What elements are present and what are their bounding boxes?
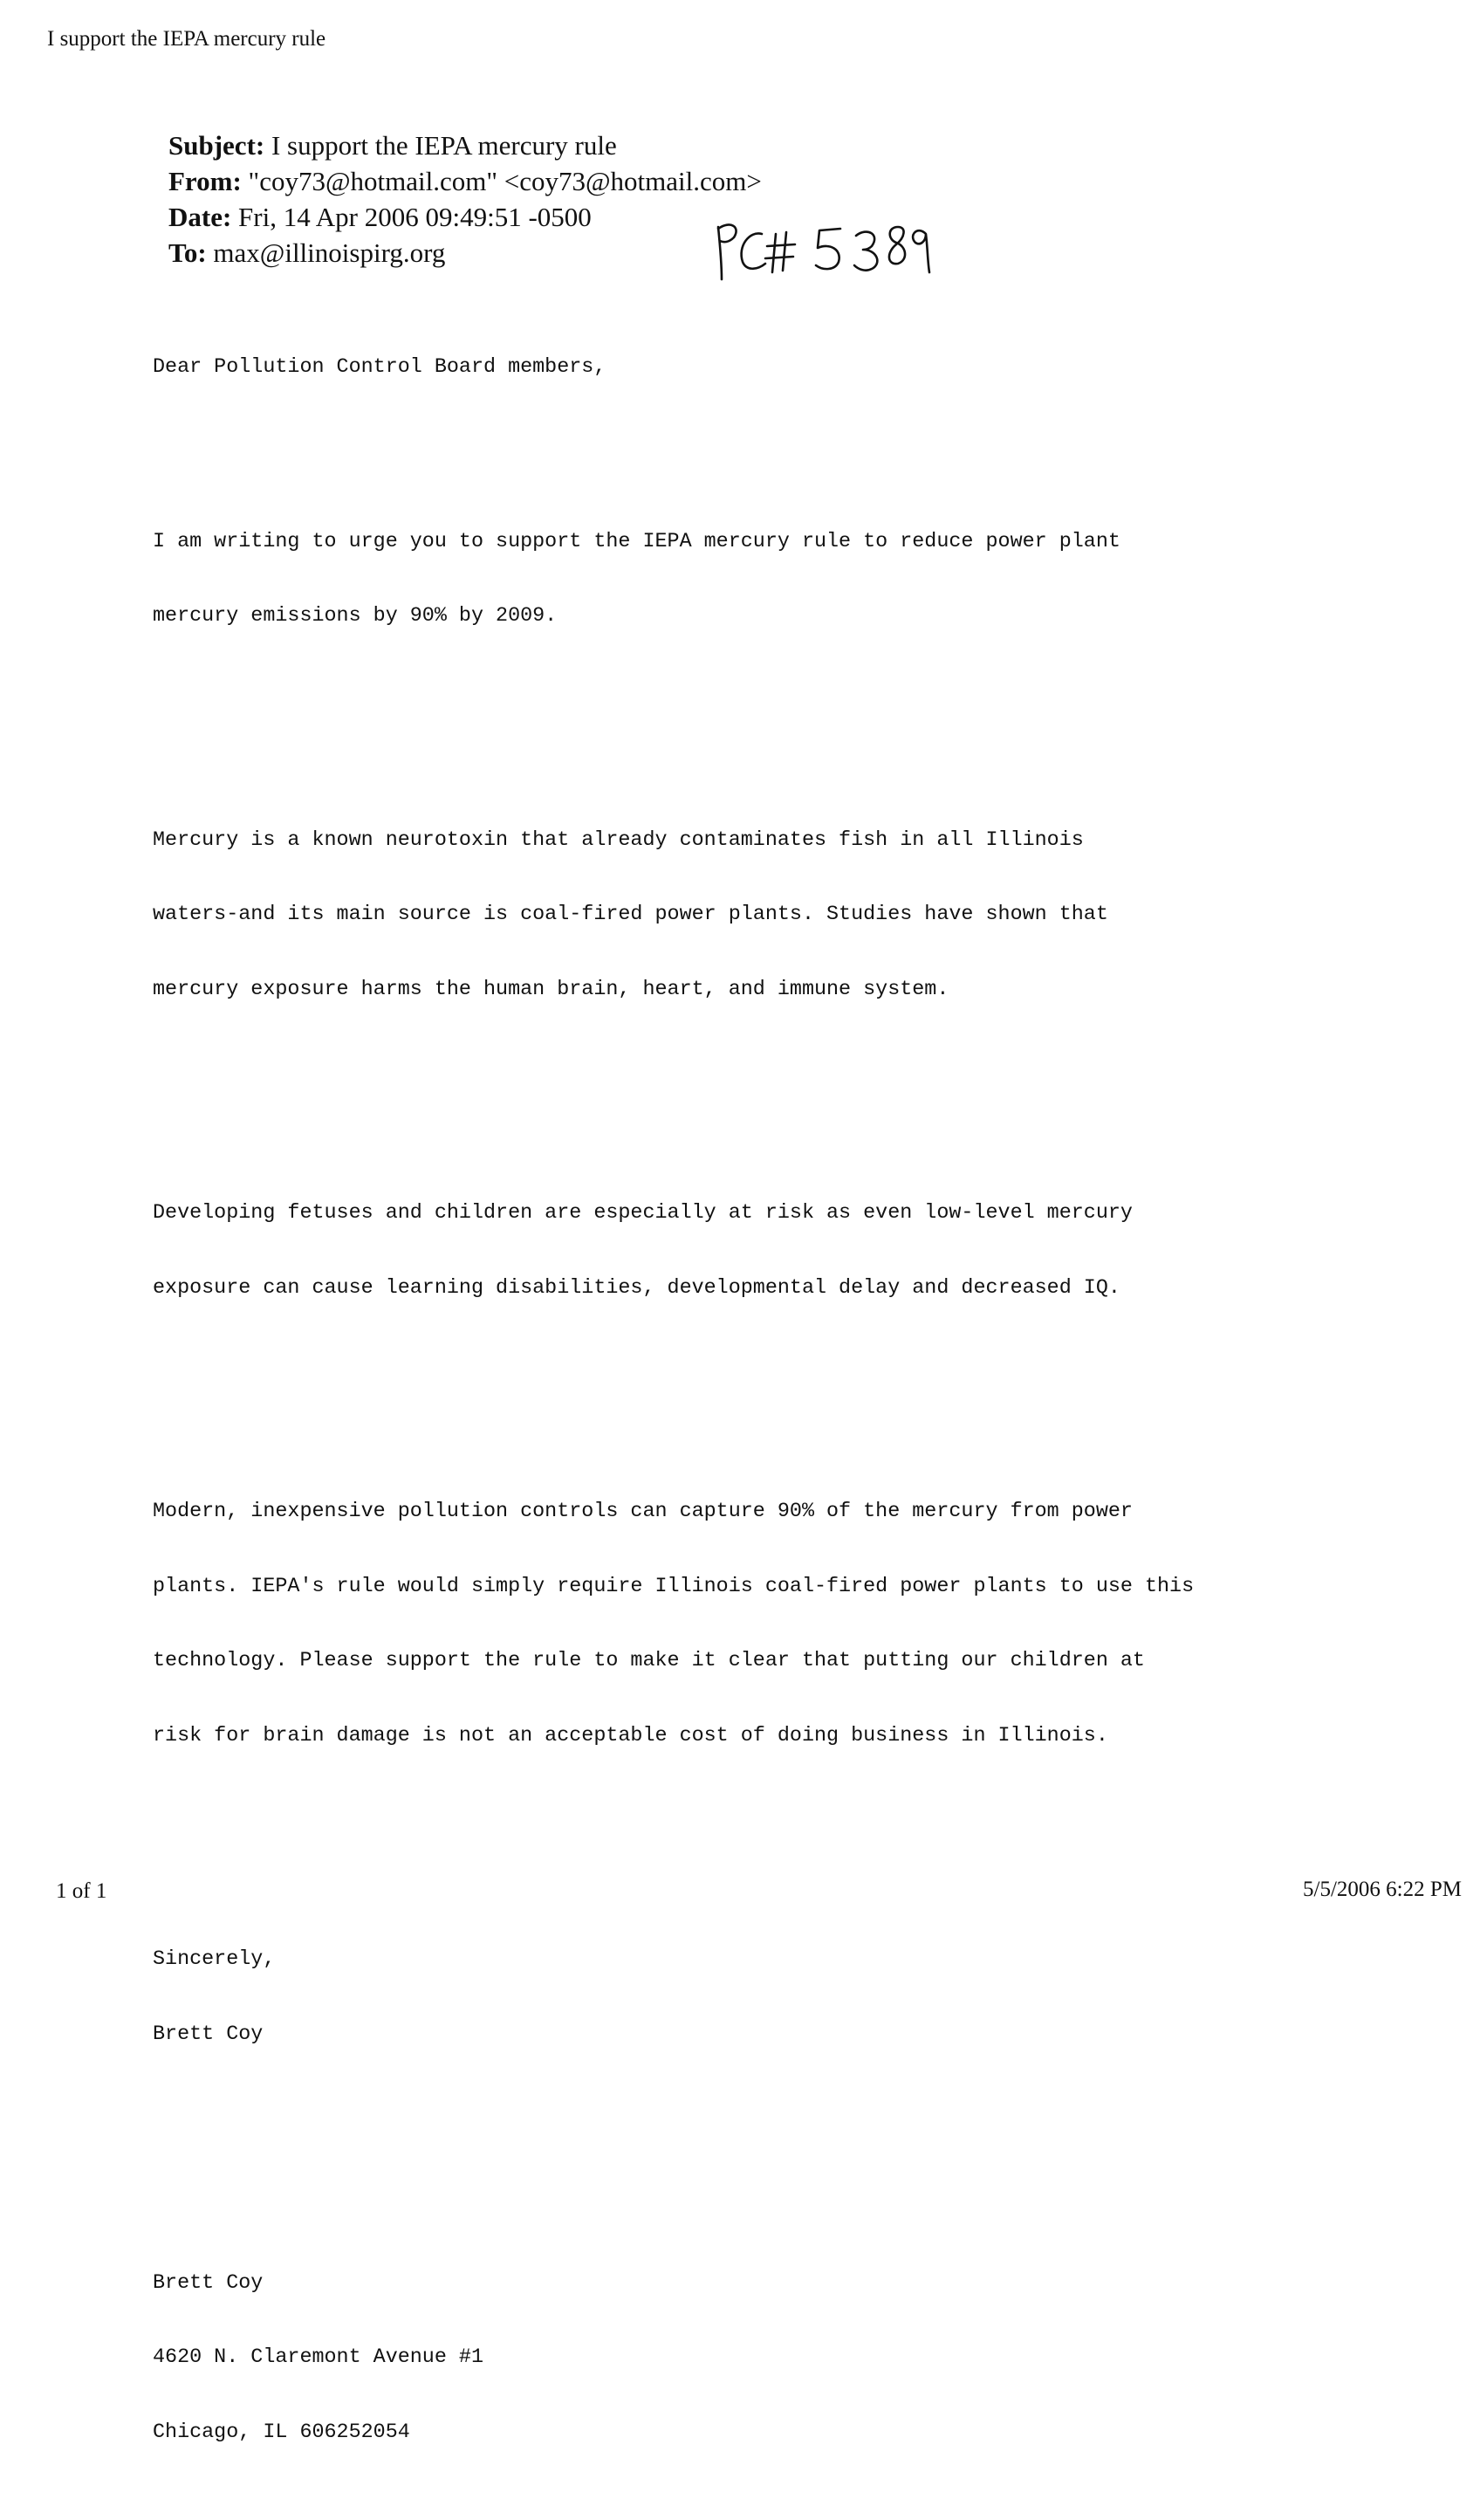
address-block	[153, 2221, 1444, 2496]
paragraph-line: Developing fetuses and children are especially at risk as even low-level mercury	[153, 1202, 1133, 1225]
paragraph-2	[153, 779, 1444, 1053]
handwritten-pc-stamp	[711, 215, 938, 285]
address-line: Brett Coy	[153, 2271, 264, 2295]
paragraph-line: Mercury is a known neurotoxin that already contaminates fish in all Illinois	[153, 828, 1084, 852]
date-row	[168, 199, 762, 235]
paragraph-line: risk for brain damage is not an acceptable cost of doing business in Illinois.	[153, 1724, 1108, 1748]
paragraph-line: I am writing to urge you to support the IEPA mercury rule to reduce power plant	[153, 530, 1120, 553]
signature: Brett Coy	[153, 2022, 264, 2046]
date-label: Date:	[168, 202, 232, 232]
subject-label: Subject:	[168, 130, 265, 161]
subject-row	[168, 127, 762, 163]
paragraph-3	[153, 1151, 1444, 1350]
printed-timestamp: 5/5/2006 6:22 PM	[1303, 1878, 1462, 1901]
from-value: "coy73@hotmail.com" <coy73@hotmail.com>	[248, 166, 762, 196]
to-label: To:	[168, 237, 207, 268]
address-line: 4620 N. Claremont Avenue #1	[153, 2346, 483, 2369]
to-value: max@illinoispirg.org	[213, 237, 446, 268]
paragraph-line: technology. Please support the rule to make it clear that putting our children at	[153, 1650, 1145, 1672]
paragraph-line: waters-and its main source is coal-fired power plants. Studies have shown that	[153, 903, 1108, 926]
from-row	[168, 163, 762, 199]
paragraph-line: Modern, inexpensive pollution controls can capture 90% of the mercury from power	[153, 1500, 1133, 1523]
greeting: Dear Pollution Control Board members,	[153, 356, 606, 379]
paragraph-line: mercury exposure harms the human brain, heart, and immune system.	[153, 978, 949, 1001]
paragraph-1	[153, 480, 1444, 679]
subject-value: I support the IEPA mercury rule	[271, 130, 617, 161]
paragraph-4	[153, 1450, 1444, 1798]
page-number: 1 of 1	[56, 1879, 107, 1903]
to-row	[168, 235, 762, 271]
paragraph-line: plants. IEPA's rule would simply require Illinois coal-fired power plants to use this	[153, 1575, 1195, 1598]
paragraph-line: exposure can cause learning disabilities, developmental delay and decreased IQ.	[153, 1276, 1120, 1300]
from-label: From:	[168, 166, 242, 196]
email-headers	[168, 127, 762, 271]
email-body	[153, 306, 1444, 2520]
address-line: Chicago, IL 606252054	[153, 2420, 410, 2444]
date-value: Fri, 14 Apr 2006 09:49:51 -0500	[238, 202, 592, 232]
paragraph-line: mercury emissions by 90% by 2009.	[153, 605, 558, 628]
page-header-title: I support the IEPA mercury rule	[47, 27, 326, 51]
closing: Sincerely,	[153, 1948, 276, 1971]
sign-off	[153, 1898, 1444, 2097]
